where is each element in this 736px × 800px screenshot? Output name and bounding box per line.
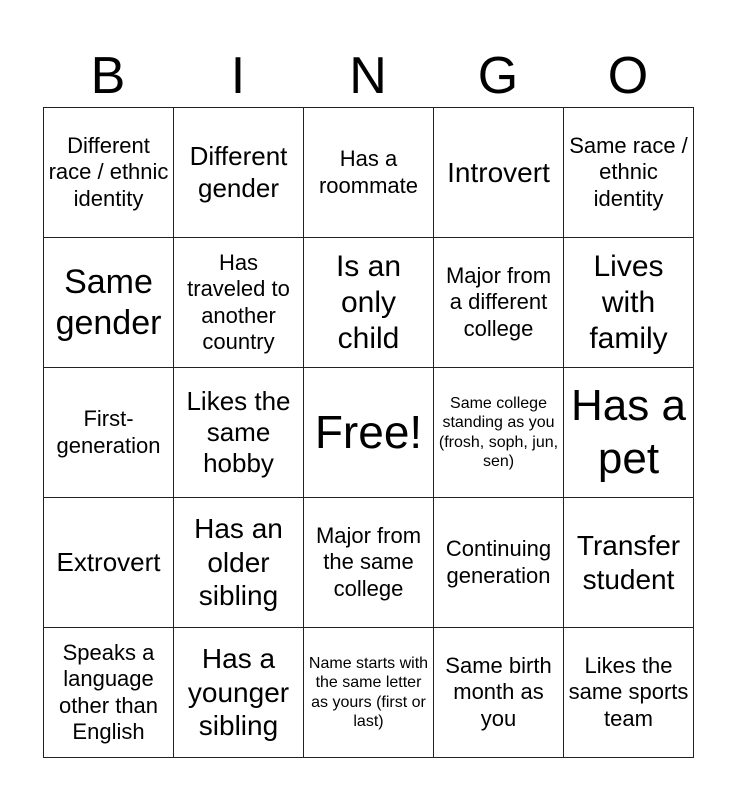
bingo-cell[interactable]: Different race / ethnic identity — [44, 108, 174, 238]
bingo-cell[interactable]: Major from a different college — [434, 238, 564, 368]
header-letter-o: O — [607, 47, 649, 105]
header-letter-g: G — [477, 47, 519, 105]
bingo-cell[interactable]: Extrovert — [44, 498, 174, 628]
bingo-cell[interactable]: Has a younger sibling — [174, 628, 304, 758]
bingo-board — [43, 107, 694, 758]
bingo-cell[interactable]: First-generation — [44, 368, 174, 498]
bingo-cell[interactable]: Introvert — [434, 108, 564, 238]
bingo-cell[interactable]: Is an only child — [304, 238, 434, 368]
header-letter-i: I — [230, 47, 246, 105]
board-row-2 — [44, 238, 694, 368]
header-letter-b: B — [90, 47, 126, 105]
bingo-cell[interactable]: Has an older sibling — [174, 498, 304, 628]
bingo-cell[interactable]: Likes the same sports team — [564, 628, 694, 758]
bingo-cell[interactable]: Name starts with the same letter as yours (first or last) — [304, 628, 434, 758]
bingo-cell[interactable]: Has a pet — [564, 368, 694, 498]
bingo-cell[interactable]: Continuing generation — [434, 498, 564, 628]
free-space-cell[interactable]: Free! — [304, 368, 434, 498]
bingo-cell[interactable]: Lives with family — [564, 238, 694, 368]
bingo-cell[interactable]: Likes the same hobby — [174, 368, 304, 498]
bingo-cell[interactable]: Same college standing as you (frosh, soph, jun, sen) — [434, 368, 564, 498]
bingo-cell[interactable]: Has traveled to another country — [174, 238, 304, 368]
bingo-cell[interactable]: Speaks a language other than English — [44, 628, 174, 758]
bingo-cell[interactable]: Major from the same college — [304, 498, 434, 628]
bingo-header — [43, 44, 693, 108]
board-row-5 — [44, 628, 694, 758]
bingo-cell[interactable]: Same birth month as you — [434, 628, 564, 758]
bingo-cell[interactable]: Different gender — [174, 108, 304, 238]
board-row-3 — [44, 368, 694, 498]
bingo-cell[interactable]: Transfer student — [564, 498, 694, 628]
bingo-cell[interactable]: Same gender — [44, 238, 174, 368]
board-row-4 — [44, 498, 694, 628]
bingo-cell[interactable]: Same race / ethnic identity — [564, 108, 694, 238]
header-letter-n: N — [349, 47, 387, 105]
board-row-1 — [44, 108, 694, 238]
bingo-cell[interactable]: Has a roommate — [304, 108, 434, 238]
